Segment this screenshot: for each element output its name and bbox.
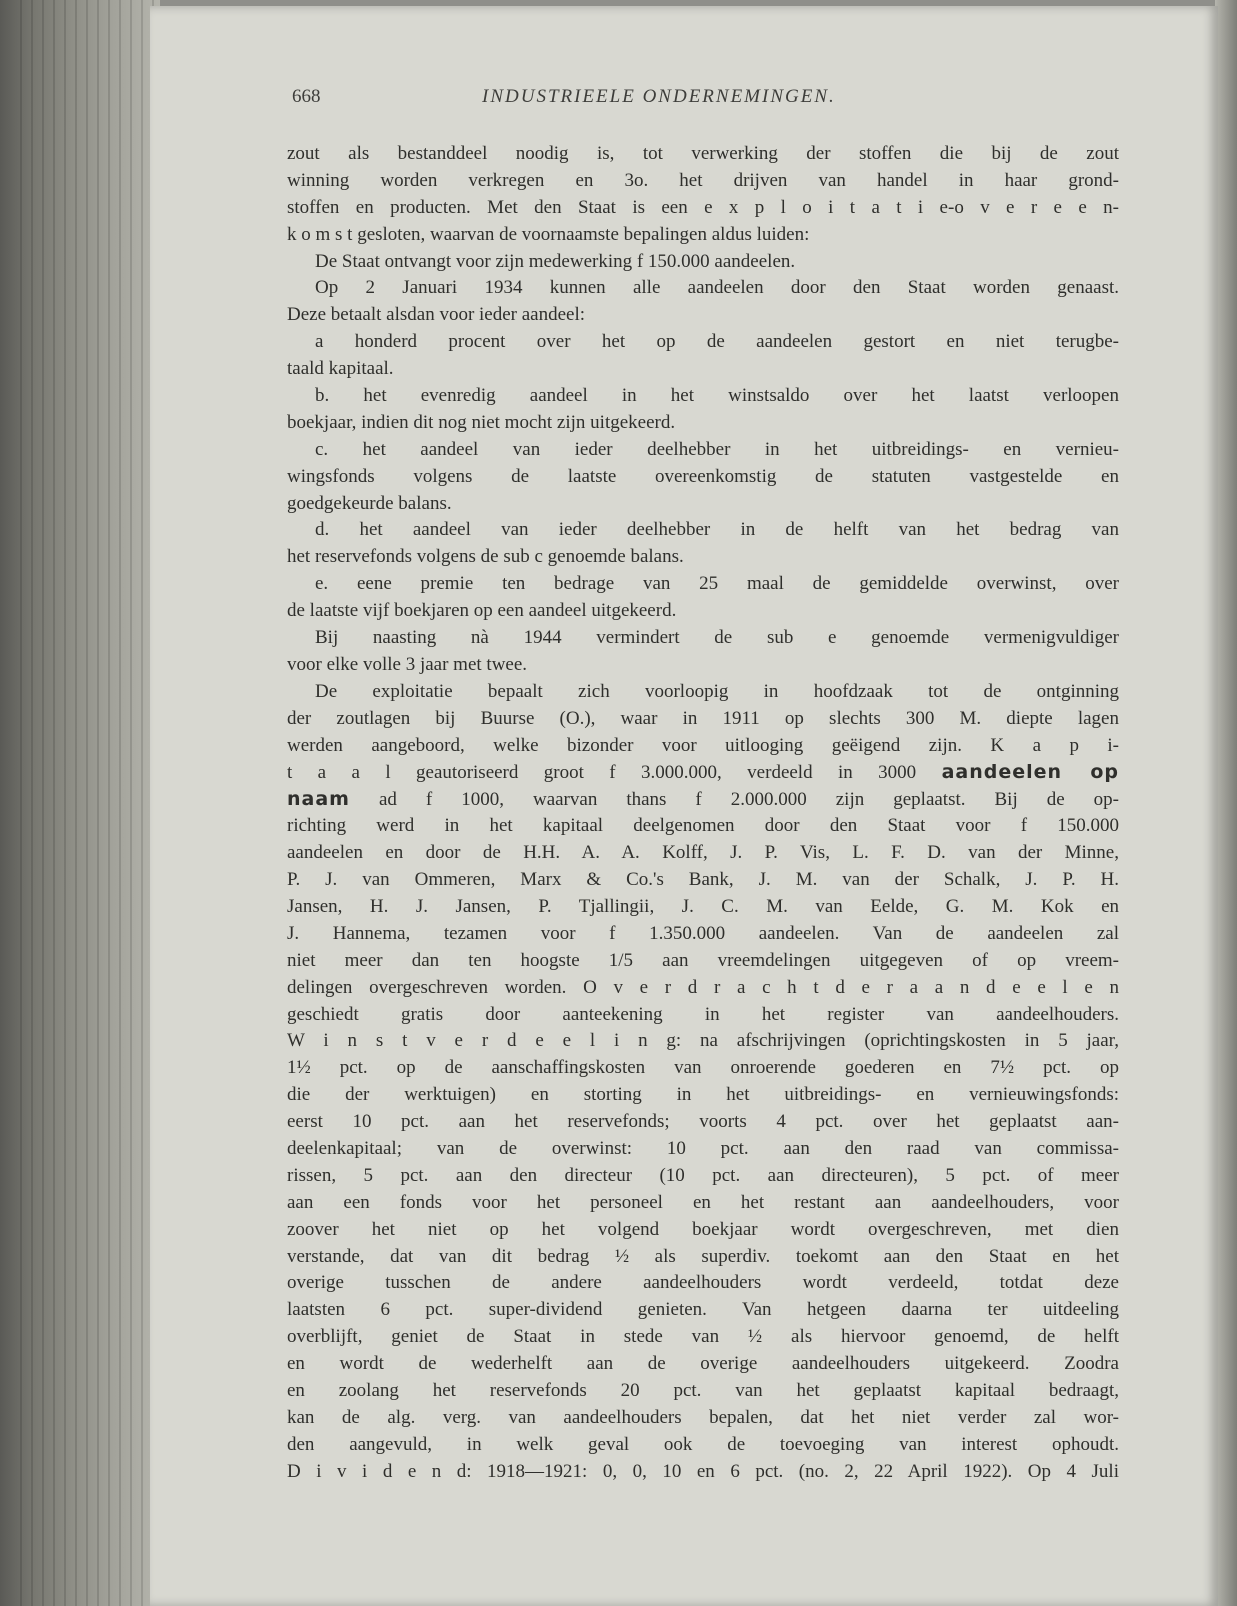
text-line — [287, 867, 1119, 894]
text-line — [287, 1351, 1119, 1378]
text-line — [287, 329, 1119, 356]
line-text: Deze betaalt alsdan voor ieder aandeel: — [287, 304, 586, 326]
text-line — [287, 652, 1119, 679]
line-text: k o m s t gesloten, waarvan de voornaamste bepalingen aldus luiden: — [287, 223, 810, 245]
line-text: die der werktuigen) en storting in het uitbreidings- en vernieuwingsfonds: — [287, 1084, 1119, 1106]
line-text: P. J. van Ommeren, Marx & Co.'s Bank, J. M. van der Schalk, J. P. H. — [287, 869, 1119, 891]
line-text: wingsfonds volgens de laatste overeenkomstig de statuten vastgestelde en — [287, 465, 1119, 487]
text-line — [287, 840, 1119, 867]
text-line — [287, 1002, 1119, 1029]
text-line — [287, 813, 1119, 840]
line-text: d. het aandeel van ieder deelhebber in de helft van het bedrag van — [315, 519, 1119, 541]
text-line — [287, 249, 1119, 276]
line-text: werden aangeboord, welke bizonder voor uitlooging geëigend zijn. K a p i- — [287, 734, 1119, 756]
text-line — [287, 302, 1119, 329]
line-text: kan de alg. verg. van aandeelhouders bepalen, dat het niet verder zal wor- — [287, 1406, 1119, 1428]
text-line — [287, 383, 1119, 410]
line-text: stoffen en producten. Met den Staat is een e x p l o i t a t i e-o v e r e e n- — [287, 196, 1119, 218]
text-line — [287, 1378, 1119, 1405]
text-line — [287, 464, 1119, 491]
line-text: het reservefonds volgens de sub c genoemde balans. — [287, 546, 684, 568]
text-line — [287, 598, 1119, 625]
text-line — [287, 1459, 1119, 1486]
text-line — [287, 759, 1119, 786]
line-text: en zoolang het reservefonds 20 pct. van het geplaatst kapitaal bedraagt, — [287, 1379, 1119, 1401]
text-line — [287, 1432, 1119, 1459]
line-text: niet meer dan ten hoogste 1/5 aan vreemdelingen uitgegeven of op vreem- — [287, 949, 1119, 971]
text-line — [287, 275, 1119, 302]
text-line — [287, 1055, 1119, 1082]
text-line — [287, 356, 1119, 383]
text-line — [287, 1190, 1119, 1217]
book-page — [150, 6, 1218, 1606]
text-line — [287, 679, 1119, 706]
line-text: J. Hannema, tezamen voor f 1.350.000 aandeelen. Van de aandeelen zal — [287, 922, 1119, 944]
text-line — [287, 948, 1119, 975]
line-text: De Staat ontvangt voor zijn medewerking f 150.000 aandeelen. — [315, 250, 796, 272]
text-line — [287, 1405, 1119, 1432]
line-text: 1½ pct. op de aanschaffingskosten van onroerende goederen en 7½ pct. op — [287, 1057, 1119, 1079]
line-text: ad f 1000, waarvan thans f 2.000.000 zijn geplaatst. Bij de op- — [378, 789, 1119, 811]
text-line — [287, 410, 1119, 437]
text-line — [287, 195, 1119, 222]
line-text: richting werd in het kapitaal deelgenomen door den Staat voor f 150.000 — [287, 815, 1119, 837]
line-text: D i v i d e n d: 1918—1921: 0, 0, 10 en 6 pct. (no. 2, 22 April 1922). Op 4 Juli — [287, 1460, 1119, 1482]
line-text: Op 2 Januari 1934 kunnen alle aandeelen door den Staat worden genaast. — [315, 277, 1119, 299]
line-text: voor elke volle 3 jaar met twee. — [287, 653, 528, 675]
text-line — [287, 437, 1119, 464]
line-text: aandeelen en door de H.H. A. A. Kolff, J. P. Vis, L. F. D. van der Minne, — [287, 842, 1119, 864]
line-text: taald kapitaal. — [287, 358, 394, 380]
line-text: overige tusschen de andere aandeelhouders wordt verdeeld, totdat deze — [287, 1272, 1119, 1294]
line-text: a honderd procent over het op de aandeelen gestort en niet terugbe- — [315, 331, 1119, 353]
line-text: geschiedt gratis door aanteekening in het register van aandeelhouders. — [287, 1003, 1119, 1025]
text-line — [287, 706, 1119, 733]
line-text: zoover het niet op het volgend boekjaar wordt overgeschreven, met dien — [287, 1218, 1119, 1240]
line-text: e. eene premie ten bedrage van 25 maal de gemiddelde overwinst, over — [315, 573, 1119, 595]
text-line — [287, 1109, 1119, 1136]
bold-term: naam — [287, 788, 350, 811]
book-page-stack-edge — [0, 0, 160, 1606]
text-line — [287, 1270, 1119, 1297]
line-text: b. het evenredig aandeel in het winstsaldo over het laatst verloopen — [315, 385, 1119, 407]
text-line — [287, 517, 1119, 544]
line-text: der zoutlagen bij Buurse (O.), waar in 1911 op slechts 300 M. diepte lagen — [287, 707, 1119, 729]
line-text: verstande, dat van dit bedrag ½ als superdiv. toekomt aan den Staat en het — [287, 1245, 1119, 1267]
line-text: Bij naasting nà 1944 vermindert de sub e genoemde vermenigvuldiger — [315, 627, 1119, 649]
line-text: goedgekeurde balans. — [287, 492, 452, 514]
line-text: winning worden verkregen en 3o. het drijven van handel in haar grond- — [287, 169, 1119, 191]
line-text: delingen overgeschreven worden. O v e r d r a c h t d e r a a n d e e l e n — [287, 976, 1119, 998]
book-right-edge — [1215, 0, 1237, 1606]
text-line — [287, 1244, 1119, 1271]
text-line — [287, 222, 1119, 249]
text-line — [287, 544, 1119, 571]
text-line — [287, 1324, 1119, 1351]
bold-term: aandeelen op — [941, 761, 1119, 784]
line-text: den aangevuld, in welk geval ook de toevoeging van interest ophoudt. — [287, 1433, 1119, 1455]
line-text: W i n s t v e r d e e l i n g: na afschrijvingen (oprichtingskosten in 5 jaar, — [287, 1030, 1119, 1052]
line-text: rissen, 5 pct. aan den directeur (10 pct. aan directeuren), 5 pct. of meer — [287, 1164, 1119, 1186]
text-line — [287, 733, 1119, 760]
text-line — [287, 491, 1119, 518]
page-header — [292, 86, 1092, 116]
text-line — [287, 625, 1119, 652]
text-line — [287, 1217, 1119, 1244]
line-text: c. het aandeel van ieder deelhebber in het uitbreidings- en vernieu- — [315, 438, 1119, 460]
text-line — [287, 141, 1119, 168]
text-line — [287, 1082, 1119, 1109]
text-line — [287, 1028, 1119, 1055]
running-title: INDUSTRIEELE ONDERNEMINGEN. — [482, 86, 836, 107]
text-line — [287, 1297, 1119, 1324]
text-line — [287, 786, 1119, 813]
line-text: de laatste vijf boekjaren op een aandeel uitgekeerd. — [287, 600, 677, 622]
text-line — [287, 1136, 1119, 1163]
line-text: Jansen, H. J. Jansen, P. Tjallingii, J. C. M. van Eelde, G. M. Kok en — [287, 895, 1119, 917]
line-text: eerst 10 pct. aan het reservefonds; voorts 4 pct. over het geplaatst aan- — [287, 1111, 1119, 1133]
text-line — [287, 1163, 1119, 1190]
text-line — [287, 571, 1119, 598]
page-number: 668 — [292, 86, 321, 107]
page-edge-lines — [20, 0, 160, 1606]
line-text: en wordt de wederhelft aan de overige aandeelhouders uitgekeerd. Zoodra — [287, 1353, 1119, 1375]
line-text: aan een fonds voor het personeel en het restant aan aandeelhouders, voor — [287, 1191, 1119, 1213]
line-text: t a a l geautoriseerd groot f 3.000.000, verdeeld in 3000 — [287, 762, 917, 784]
line-text: deelenkapitaal; van de overwinst: 10 pct. aan den raad van commissa- — [287, 1137, 1119, 1159]
line-text: overblijft, geniet de Staat in stede van ½ als hiervoor genoemd, de helft — [287, 1326, 1119, 1348]
text-line — [287, 168, 1119, 195]
body-text — [287, 141, 1119, 1486]
line-text: zout als bestanddeel noodig is, tot verwerking der stoffen die bij de zout — [287, 143, 1119, 164]
text-line — [287, 894, 1119, 921]
line-text: laatsten 6 pct. super-dividend genieten. Van hetgeen daarna ter uitdeeling — [287, 1299, 1119, 1321]
line-text: De exploitatie bepaalt zich voorloopig in hoofdzaak tot de ontginning — [315, 680, 1119, 702]
text-line — [287, 921, 1119, 948]
line-text: boekjaar, indien dit nog niet mocht zijn uitgekeerd. — [287, 411, 676, 433]
text-line — [287, 975, 1119, 1002]
